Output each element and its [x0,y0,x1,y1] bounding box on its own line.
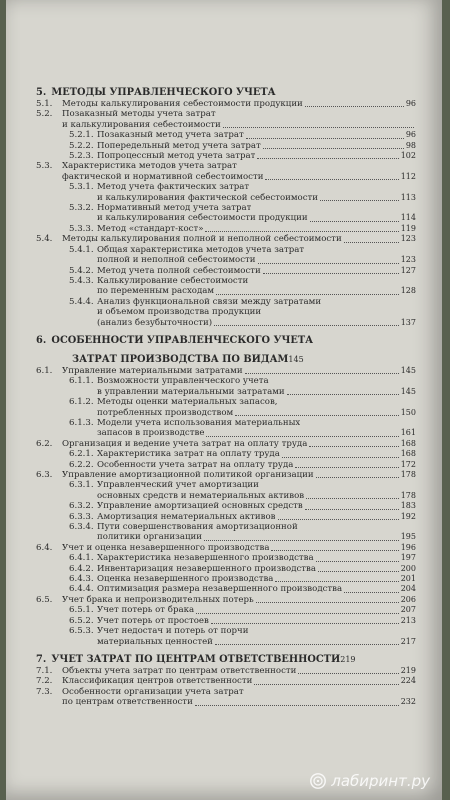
toc-entry [36,120,416,130]
entry-number: 7.1. [36,665,53,676]
entry-number: 6.1.1. [69,376,94,387]
entry-number: 6.4.4. [69,584,94,595]
entry-title: и калькулирования себестоимости [62,119,221,130]
entry-title: Общая характеристика методов учета затрат [97,244,305,255]
entry-title: Характеристика затрат на оплату труда [97,449,280,460]
entry-title: Организация и ведение учета затрат на оплату труда [62,438,308,449]
entry-number: 6.3.1. [69,480,94,491]
leader-dots [223,127,414,128]
page-number: 219 [400,665,416,675]
leader-dots [265,179,398,180]
entry-title: Метод «стандарт-кост» [97,223,204,234]
page-number: 178 [400,490,416,500]
entry-title: материальных ценностей [97,636,213,647]
entry-number: 5.1. [36,99,53,109]
entry-number: 6.3.4. [69,522,94,533]
toc-entry [36,595,416,605]
toc-entry [36,387,416,397]
page-number: 119 [400,223,416,233]
page-number: 145 [400,386,416,396]
leader-dots [320,200,399,201]
leader-dots [256,602,399,603]
toc-entry [36,491,416,501]
page-number: 200 [400,563,416,573]
entry-number: 6.2. [36,438,53,449]
toc-entry [36,553,416,563]
page-number: 145 [288,354,304,364]
leader-dots [309,446,398,447]
chapter-title: ЗАТРАТ ПРОИЗВОДСТВА ПО ВИДАМ [72,353,289,365]
entry-number: 6.2.2. [69,459,94,470]
entry-number: 5.4.3. [69,275,94,286]
leader-dots [298,673,398,674]
leader-dots [282,457,399,458]
leader-dots [306,498,399,499]
entry-title: Метод учета фактических затрат [97,182,250,193]
entry-title: Попроцессный метод учета затрат [97,151,256,162]
entry-number: 5.4.2. [69,265,94,276]
toc-entry [36,318,416,328]
toc-entry [36,697,416,707]
leader-dots [254,684,398,685]
toc-entry [36,172,416,182]
chapter-number: 7. [36,653,47,665]
page-number: 201 [400,574,416,584]
toc-entry [36,224,416,234]
book-page [6,0,442,800]
toc-entry [36,439,416,449]
toc-entry [36,161,416,171]
entry-title: (анализ безубыточности) [97,317,213,328]
entry-number: 6.2.1. [69,449,94,460]
page-number: 102 [400,151,416,161]
entry-number: 6.5.1. [69,605,94,616]
entry-title: Особенности учета затрат на оплату труда [97,459,294,470]
page-number: 204 [400,584,416,594]
toc-entry [36,532,416,542]
entry-title: Учет брака и непроизводительных потерь [62,594,254,605]
toc-entry [36,234,416,244]
toc-entry [36,130,416,140]
page-number: 113 [400,192,416,202]
leader-dots [275,581,398,582]
toc-chapter [36,334,416,347]
toc-entry [36,522,416,532]
page-number: 128 [400,286,416,296]
page-number: 217 [400,636,416,646]
toc-entry [36,151,416,161]
leader-dots [316,477,399,478]
entry-number: 5.4.1. [69,244,94,255]
toc-entry [36,213,416,223]
toc-chapter [36,653,416,666]
leader-dots [305,106,404,107]
entry-title: Управленческий учет амортизации [97,480,259,491]
entry-title: Характеристика незавершенного производства [97,553,314,564]
leader-dots [211,623,399,624]
leader-dots [196,613,399,614]
entry-title: Анализ функциональной связи между затратами [97,296,322,307]
entry-title: Метод учета полной себестоимости [97,265,261,276]
entry-title: Методы оценки материальных запасов, [97,397,278,408]
entry-title: Учет потерь от брака [97,605,195,616]
page-number: 192 [400,511,416,521]
leader-dots [214,325,399,326]
toc-entry [36,141,416,151]
entry-number: 5.3.3. [69,223,94,234]
page-number: 172 [400,459,416,469]
page-number: 232 [400,697,416,707]
toc-entry [36,286,416,296]
page-number: 183 [400,501,416,511]
entry-title: Учет и оценка незавершенного производства [62,542,270,553]
entry-title: Возможности управленческого учета [97,376,269,387]
entry-title: Амортизация нематериальных активов [97,511,276,522]
chapter-number: 5. [36,87,47,98]
entry-title: Модели учета использования материальных [97,417,301,428]
entry-number: 5.2.3. [69,151,94,162]
entry-number: 6.4. [36,542,53,553]
leader-dots [287,394,399,395]
entry-number: 6.3.2. [69,501,94,512]
entry-title: Особенности организации учета затрат [62,686,244,697]
entry-title: по переменным расходам [97,286,215,297]
page-number: 114 [400,213,416,223]
labyrinth-logo-icon [309,772,327,790]
page-number: 213 [400,615,416,625]
leader-dots [235,415,398,416]
leader-dots [258,263,399,264]
entry-title: и калькулирования себестоимости продукции [97,213,308,224]
page-number: 112 [400,171,416,181]
toc-entry [36,376,416,386]
leader-dots [305,509,399,510]
toc-entry [36,255,416,265]
toc-entry [36,480,416,490]
toc-entry [36,626,416,636]
toc-entry [36,605,416,615]
toc-entry [36,408,416,418]
page-number: 123 [400,234,416,244]
toc-entry [36,366,416,376]
leader-dots [310,221,399,222]
entry-title: основных средств и нематериальных активов [97,490,305,501]
table-of-contents [36,80,416,708]
entry-title: Учет потерь от простоев [97,615,209,626]
watermark [309,772,430,790]
entry-title: Калькулирование себестоимости [97,275,249,286]
page-number: 207 [400,605,416,615]
entry-title: Характеристика методов учета затрат [62,161,237,172]
leader-dots [278,519,399,520]
entry-title: Позаказный метод учета затрат [97,130,244,141]
entry-number: 6.4.3. [69,574,94,585]
entry-number: 6.5.3. [69,626,94,637]
entry-title: Попередельный метод учета затрат [97,140,261,151]
entry-number: 6.1.2. [69,397,94,408]
entry-number: 7.3. [36,686,53,697]
entry-number: 5.4.4. [69,296,94,307]
toc-entry [36,676,416,686]
leader-dots [206,436,398,437]
chapter-title: МЕТОДЫ УПРАВЛЕНЧЕСКОГО УЧЕТА [51,87,276,98]
page-number: 168 [400,449,416,459]
entry-title: Методы калькулирования полной и неполной себестоимости [62,234,342,245]
entry-title: полной и неполной себестоимости [97,255,256,266]
toc-entry [36,297,416,307]
entry-title: Оценка незавершенного производства [97,574,274,585]
toc-entry [36,687,416,697]
entry-number: 5.3.2. [69,203,94,214]
toc-entry [36,266,416,276]
chapter-number: 6. [36,334,47,346]
leader-dots [205,231,398,232]
entry-number: 5.3.1. [69,182,94,193]
page-number: 145 [400,365,416,375]
entry-title: и объемом производства продукции [97,307,262,318]
leader-dots [318,571,399,572]
entry-number: 5.2.1. [69,130,94,141]
leader-dots [245,373,399,374]
entry-number: 5.2.2. [69,140,94,151]
entry-title: потребленных производством [97,407,234,418]
leader-dots [316,561,399,562]
page-number: 127 [400,265,416,275]
entry-number: 6.4.2. [69,563,94,574]
leader-dots [295,467,398,468]
page-number: 96 [405,130,416,140]
entry-title: политики организации [97,532,202,543]
leader-dots [215,644,399,645]
page-number: 137 [400,317,416,327]
entry-title: Управление амортизационной политикой организации [62,470,314,480]
entry-number: 5.2. [36,109,53,120]
entry-number: 6.1.3. [69,417,94,428]
entry-number: 6.1. [36,365,53,376]
leader-dots [263,273,399,274]
toc-entry [36,584,416,594]
entry-title: запасов в производстве [97,428,205,439]
page-number: 150 [400,407,416,417]
page-number: 197 [400,553,416,563]
toc-entry [36,109,416,119]
toc-entry [36,637,416,647]
page-number: 123 [400,255,416,265]
entry-number: 6.5. [36,594,53,605]
toc-entry [36,543,416,553]
toc-entry [36,512,416,522]
entry-title: Управление материальными затратами [62,365,243,376]
chapter-title: ОСОБЕННОСТИ УПРАВЛЕНЧЕСКОГО УЧЕТА [51,334,314,346]
leader-dots [216,294,399,295]
toc-entry [36,182,416,192]
toc-entry [36,470,416,480]
toc-entry [36,616,416,626]
leader-dots [271,550,398,551]
toc-entry [36,564,416,574]
entry-title: в управлении материальными затратами [97,386,285,397]
leader-dots [246,138,404,139]
toc-chapter [36,353,416,366]
entry-title: Инвентаризация незавершенного производства [97,563,317,574]
toc-chapter [36,86,416,99]
page-number: 168 [400,438,416,448]
leader-dots [344,592,399,593]
entry-title: фактической и нормативной себестоимости [62,171,264,182]
entry-title: Методы калькулирования себестоимости продукции [62,99,303,109]
chapter-title: УЧЕТ ЗАТРАТ ПО ЦЕНТРАМ ОТВЕТСТВЕННОСТИ [51,653,341,665]
entry-title: Управление амортизацией основных средств [97,501,303,512]
entry-title: и калькулирования фактической себестоимости [97,192,319,203]
page-number: 196 [400,542,416,552]
toc-entry [36,245,416,255]
entry-number: 6.3. [36,470,53,480]
toc-entry [36,574,416,584]
entry-title: Объекты учета затрат по центрам ответственности [62,665,297,676]
page-number: 224 [400,676,416,686]
toc-entry [36,460,416,470]
toc-entry [36,666,416,676]
entry-number: 5.3. [36,161,53,172]
entry-number: 5.4. [36,234,53,245]
toc-entry [36,449,416,459]
leader-dots [257,158,398,159]
page-number: 98 [405,140,416,150]
entry-title: Оптимизация размера незавершенного производства [97,584,343,595]
leader-dots [344,242,399,243]
entry-title: Нормативный метод учета затрат [97,203,252,214]
watermark-text: лабиринт.ру [331,772,430,790]
toc-entry [36,276,416,286]
page-number: 96 [405,99,416,108]
entry-number: 7.2. [36,676,53,687]
entry-title: Пути совершенствования амортизационной [97,522,298,533]
toc-entry [36,428,416,438]
leader-dots [195,705,399,706]
page-number: 219 [340,654,356,664]
entry-number: 6.5.2. [69,615,94,626]
entry-number: 6.4.1. [69,553,94,564]
toc-entry [36,99,416,109]
page-number: 195 [400,532,416,542]
page-number: 206 [400,594,416,604]
toc-entry [36,193,416,203]
entry-number: 6.3.3. [69,511,94,522]
page-number: 161 [400,428,416,438]
entry-title: по центрам ответственности [62,697,193,708]
leader-dots [263,148,404,149]
toc-entry [36,307,416,317]
toc-entry [36,501,416,511]
leader-dots [204,540,399,541]
entry-title: Позаказный методы учета затрат [62,109,216,120]
page-number: 178 [400,470,416,479]
toc-entry [36,203,416,213]
toc-entry [36,418,416,428]
toc-entry [36,397,416,407]
entry-title: Классификация центров ответственности [62,676,253,687]
entry-title: Учет недостач и потерь от порчи [97,626,249,637]
